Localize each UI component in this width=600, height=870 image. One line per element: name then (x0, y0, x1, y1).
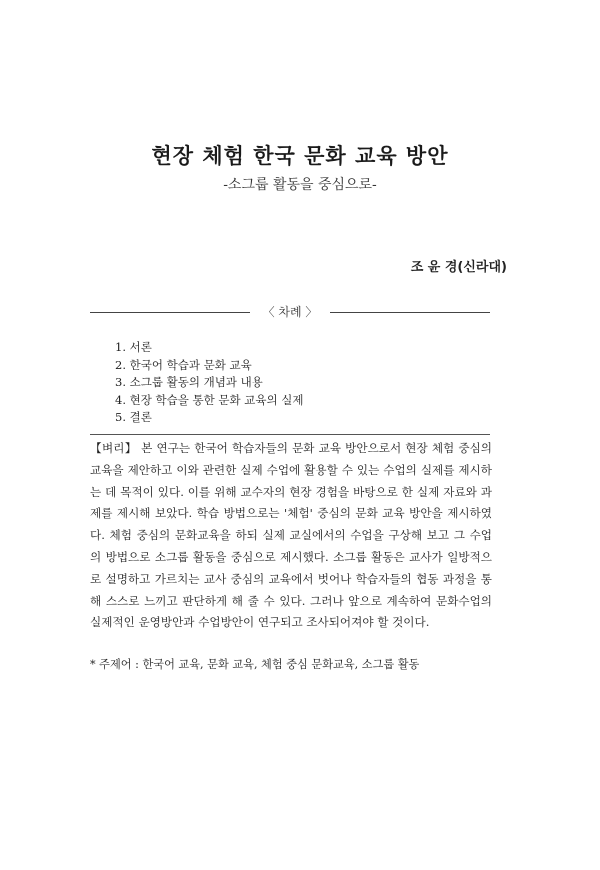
paper-title: 현장 체험 한국 문화 교육 방안 (151, 143, 449, 168)
toc-divider-right (330, 312, 490, 313)
table-of-contents (115, 339, 303, 427)
toc-item: 1. 서론 (115, 340, 152, 354)
toc-item: 4. 현장 학습을 통한 문화 교육의 실제 (115, 392, 304, 407)
toc-header (90, 302, 490, 322)
keywords: * 주제어 : 한국어 교육, 문화 교육, 체험 중심 문화교육, 소그룹 활동 (90, 658, 420, 671)
paper-subtitle: -소그룹 활동을 중심으로- (223, 177, 377, 193)
author: 조 윤 경(신라대) (410, 260, 507, 275)
toc-label: 〈 차례 〉 (262, 305, 318, 319)
toc-item: 3. 소그룹 활동의 개념과 내용 (115, 375, 263, 390)
section-divider (90, 434, 490, 435)
toc-item: 5. 결론 (115, 410, 152, 425)
abstract: 【벼리】 본 연구는 한국어 학습자들의 문화 교육 방안으로서 현장 체험 중심의 교육을 제안하고 이와 관련한 실제 수업에 활용할 수 있는 수업의 실제를 제시하는 데 목적이 있다. 이를 위해 교수자의 현장 경험을 바탕으로 한 실제 자료와 과제를 제시해 보았다. 학습 방법으로는 '체험' 중심의 문화 교육 방안을 제시하였다. 체험 중심의 문화교육을 하되 실제 교실에서의 수업을 구상해 보고 그 수업의 방법으로 소그룹 활동을 중심으로 제시했다. 소그룹 활동은 교사가 일방적으로 설명하고 가르치는 교사 중심의 교육에서 벗어나 학습자들의 협동 과정을 통해 스스로 느끼고 판단하게 해 줄 수 있다. 그러나 앞으로 계속하여 문화수업의 실제적인 운영방안과 수업방안이 연구되고 조사되어져야 할 것이다. (90, 441, 492, 630)
toc-item: 2. 한국어 학습과 문화 교육 (115, 357, 252, 372)
